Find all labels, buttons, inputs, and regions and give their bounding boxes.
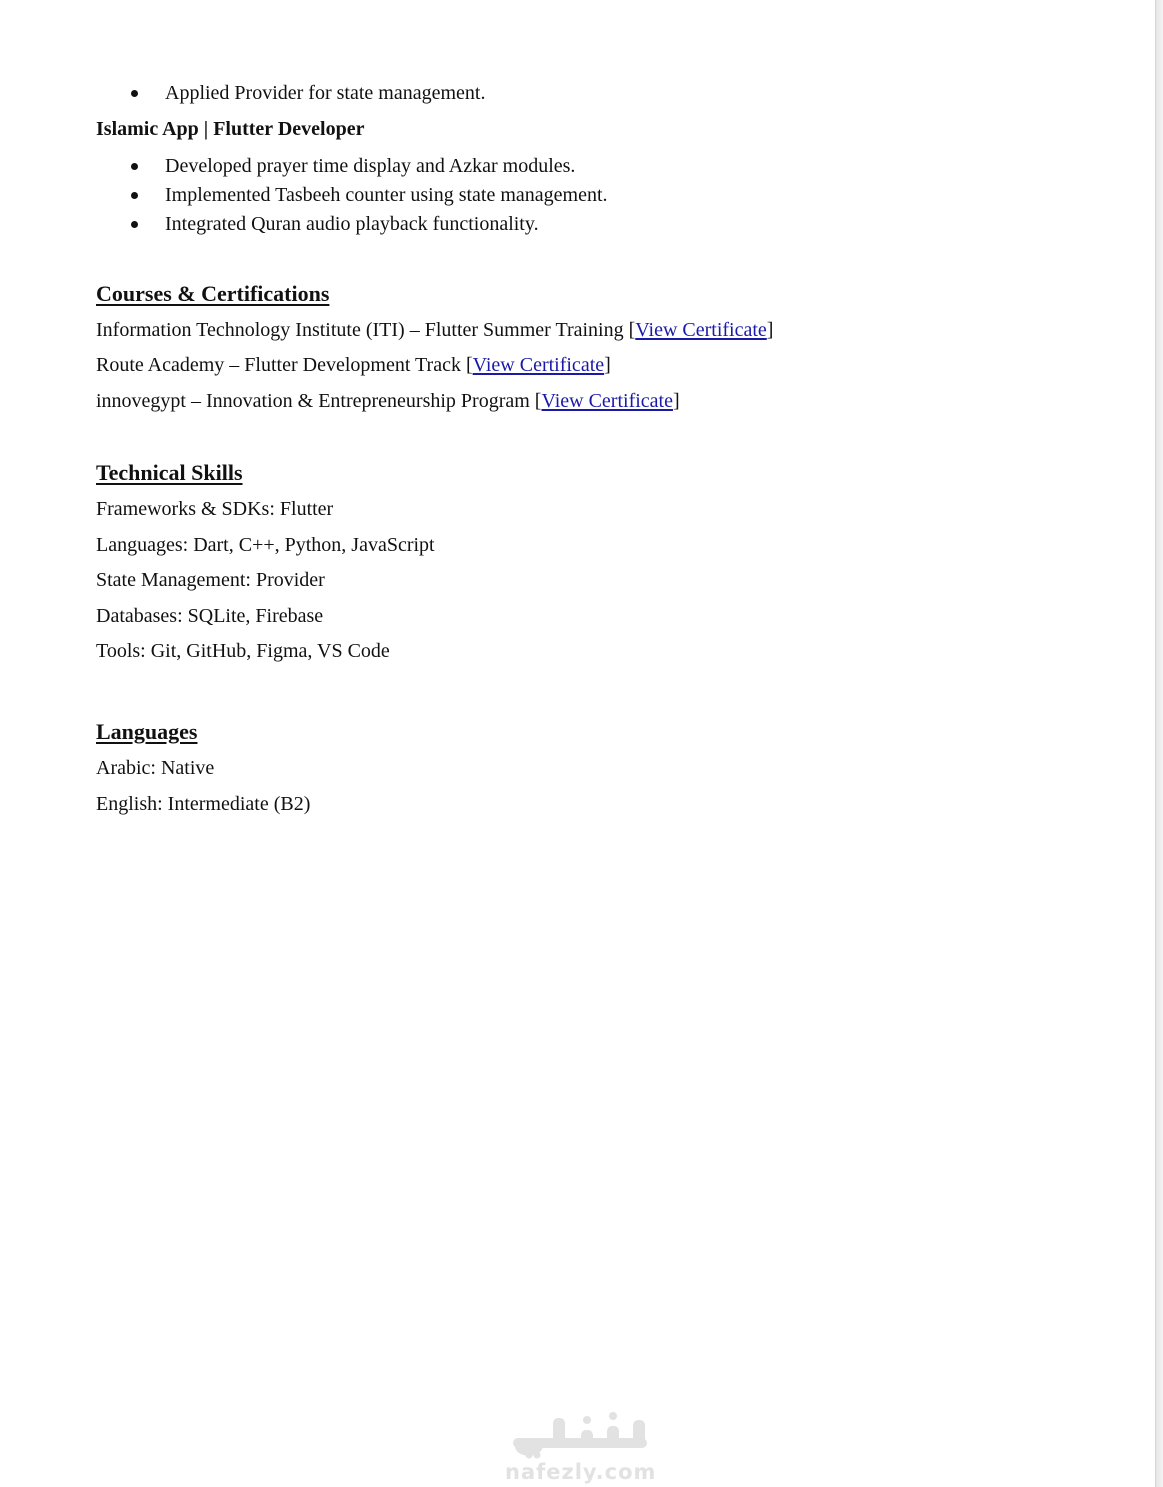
course-text: innovegypt – Innovation & Entrepreneurship Program [	[96, 390, 542, 412]
skill-line: Tools: Git, GitHub, Figma, VS Code	[96, 640, 390, 662]
nafezly-logo-icon	[507, 1408, 653, 1460]
bullet-text: Implemented Tasbeeh counter using state management.	[165, 184, 608, 206]
skill-line: Languages: Dart, C++, Python, JavaScript	[96, 534, 435, 556]
bullet-icon	[131, 192, 138, 199]
view-certificate-link[interactable]: View Certificate	[635, 319, 767, 341]
language-line: English: Intermediate (B2)	[96, 793, 311, 815]
nafezly-watermark	[505, 1408, 655, 1484]
skills-heading: Technical Skills	[96, 460, 243, 485]
list-item	[165, 154, 575, 178]
project-title: Islamic App | Flutter Developer	[96, 118, 365, 140]
bracket-close: ]	[766, 319, 774, 341]
course-item	[96, 353, 611, 377]
bullet-text: Developed prayer time display and Azkar modules.	[165, 155, 576, 177]
bullet-icon	[131, 90, 138, 97]
page-edge	[1155, 0, 1163, 1487]
skill-line: Databases: SQLite, Firebase	[96, 605, 324, 627]
list-item	[165, 183, 608, 207]
language-line: Arabic: Native	[96, 757, 215, 779]
bullet-icon	[131, 163, 138, 170]
course-item	[96, 318, 773, 342]
bullet-icon	[131, 221, 138, 228]
skill-line: Frameworks & SDKs: Flutter	[96, 498, 334, 520]
languages-heading: Languages	[96, 719, 198, 744]
skill-line: State Management: Provider	[96, 569, 325, 591]
bullet-text: Integrated Quran audio playback functionality.	[165, 213, 539, 235]
list-item	[165, 212, 539, 236]
bracket-close: ]	[604, 354, 611, 376]
bracket-close: ]	[672, 390, 680, 412]
bullet-text: Applied Provider for state management.	[165, 82, 486, 104]
courses-heading: Courses & Certifications	[96, 281, 330, 306]
course-text: Route Academy – Flutter Development Track [	[96, 354, 473, 376]
list-item	[165, 81, 485, 105]
view-certificate-link[interactable]: View Certificate	[472, 354, 605, 376]
course-item	[96, 389, 680, 413]
course-text: Information Technology Institute (ITI) – Flutter Summer Training [	[96, 319, 636, 341]
view-certificate-link[interactable]: View Certificate	[541, 390, 673, 412]
watermark-url: nafezly.com	[505, 1460, 657, 1484]
